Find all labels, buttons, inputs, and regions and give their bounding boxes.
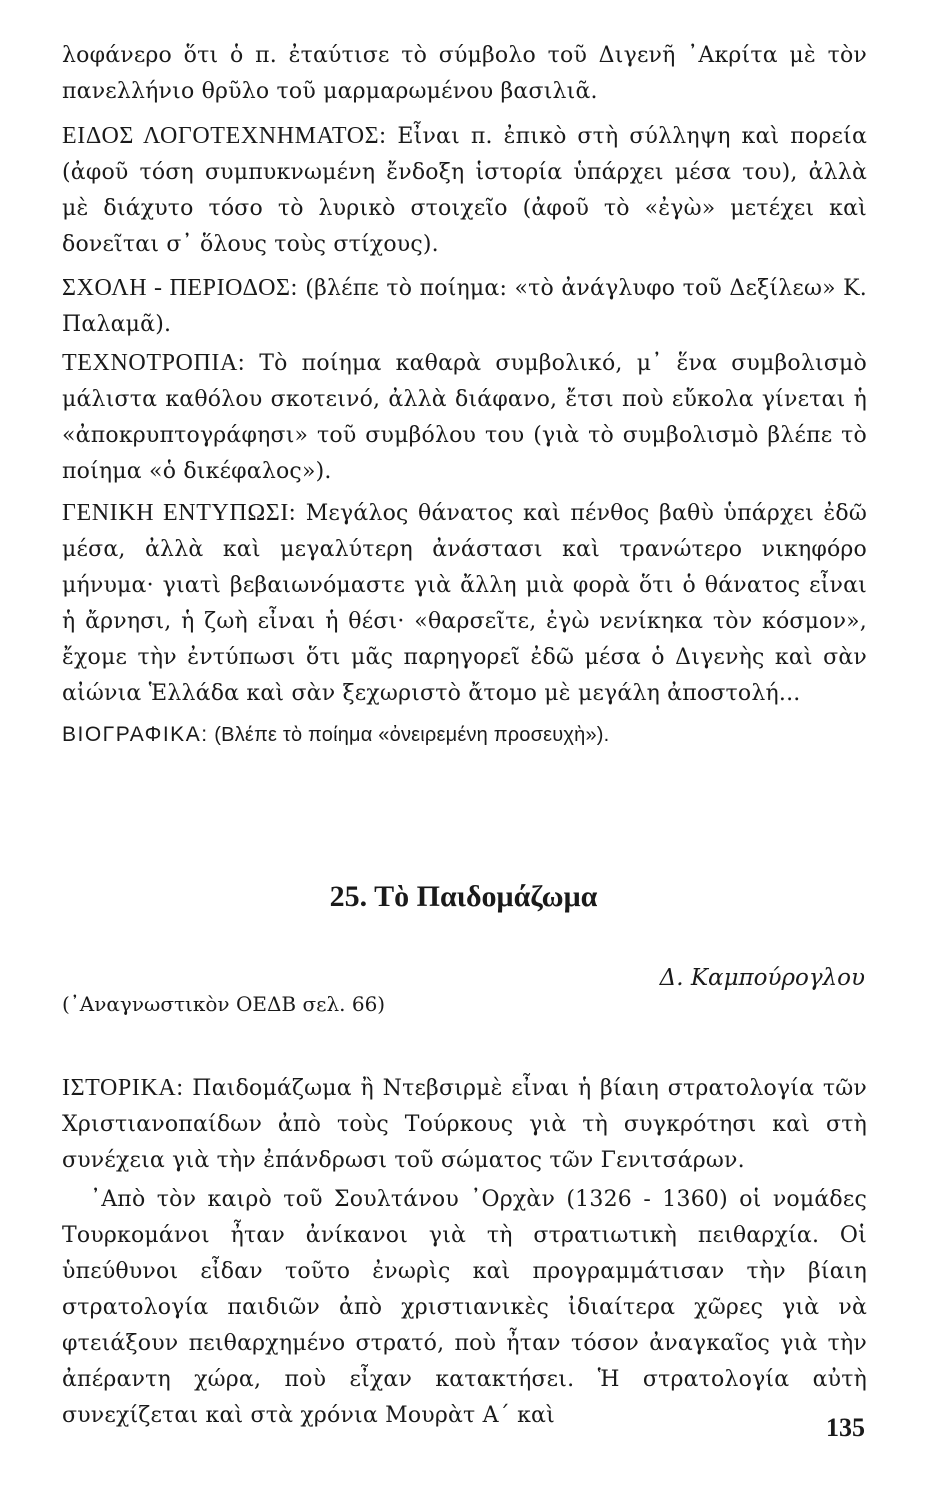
eidos-label: ΕΙΔΟΣ ΛΟΓΟΤΕΧΝΗΜΑΤΟΣ: bbox=[62, 123, 387, 149]
biografika-text: (Βλέπε τὸ ποίημα «ὀνειρεμένη προσευχὴ»). bbox=[208, 724, 610, 746]
geniki-text: Μεγάλος θάνατος καὶ πένθος βαθὺ ὑπάρχει ἐδῶ μέσα, ἀλλὰ καὶ μεγαλύτερη ἀνάστασι καὶ τρανώτερο νικηφόρο μήνυμα· γιατὶ βεβαιωνόμαστε γιὰ ἄλλη μιὰ φορὰ ὅτι ὁ θάνατος εἶναι ἡ ἄρνησι, ἡ ζωὴ εἶναι ἡ θέσι· «θαρσεῖτε, ἐγὼ νενίκηκα τὸν κόσμον», ἔχομε τὴν ἐντύπωσι ὅτι μᾶς παρηγορεῖ ἐδῶ μέσα ὁ Διγενὴς καὶ σὰν αἰώνια Ἑλλάδα καὶ σὰν ξεχωριστὸ ἄτομο μὲ μεγάλη ἀποστολή... bbox=[62, 501, 868, 706]
scholi-paragraph bbox=[62, 270, 867, 343]
istorika-text: Παιδομάζωμα ἢ Ντεβσιρμὲ εἶναι ἡ βίαιη στρατολογία τῶν Χριστιανοπαίδων ἀπὸ τοὺς Τούρκους γιὰ τὴ συγκρότησι καὶ στὴ συνέχεια γιὰ τὴν ἐπάνδρωσι τοῦ σώματος τῶν Γενιτσάρων. bbox=[62, 1076, 867, 1173]
technotropia-label: ΤΕΧΝΟΤΡΟΠΙΑ: bbox=[62, 350, 246, 376]
intro-paragraph bbox=[62, 38, 867, 110]
geniki-paragraph bbox=[62, 495, 867, 712]
istorika-paragraph-2 bbox=[62, 1182, 867, 1434]
technotropia-text: Τὸ ποίημα καθαρὰ συμβολικό, μ᾿ ἕνα συμβολισμὸ μάλιστα καθόλου σκοτεινό, ἀλλὰ διάφανο, ἔτσι ποὺ εὔκολα γίνεται ἡ «ἀποκρυπτογράφησι» τοῦ συμβόλου του (γιὰ τὸ συμβολισμὸ βλέπε τὸ ποίημα «ὁ δικέφαλος»). bbox=[62, 351, 867, 484]
istorika-paragraph bbox=[62, 1070, 867, 1179]
biografika-paragraph bbox=[62, 717, 867, 753]
intro-text: λοφάνερο ὅτι ὁ π. ἐταύτισε τὸ σύμβολο τοῦ Διγενῆ ᾿Ακρίτα μὲ τὸν πανελλήνιο θρῦλο τοῦ μαρμαρωμένου βασιλιᾶ. bbox=[62, 43, 867, 104]
scholi-text: (βλέπε τὸ ποίημα: «τὸ ἀνάγλυφο τοῦ Δεξίλεω» Κ. Παλαμᾶ). bbox=[62, 276, 867, 337]
scholi-label: ΣΧΟΛΗ - ΠΕΡΙΟΔΟΣ: bbox=[62, 275, 298, 301]
istorika-label: ΙΣΤΟΡΙΚΑ: bbox=[62, 1075, 184, 1101]
eidos-paragraph bbox=[62, 118, 867, 263]
section-author: Δ. Καμπούρογλου bbox=[659, 965, 865, 991]
biografika-label: ΒΙΟΓΡΑΦΙΚΑ: bbox=[62, 723, 209, 746]
section-title: 25. Τὸ Παιδομάζωμα bbox=[329, 880, 598, 913]
page-number: 135 bbox=[826, 1413, 865, 1442]
technotropia-paragraph bbox=[62, 345, 867, 490]
eidos-text: Εἶναι π. ἐπικὸ στὴ σύλληψη καὶ πορεία (ἀφοῦ τόση συμπυκνωμένη ἔνδοξη ἱστορία ὑπάρχει μέσα του), ἀλλὰ μὲ διάχυτο τόσο τὸ λυρικὸ στοιχεῖο (ἀφοῦ τὸ «ἐγὼ» μετέχει καὶ δονεῖται σ᾿ ὅλους τοὺς στίχους). bbox=[62, 124, 867, 257]
istorika-text-2: ᾿Απὸ τὸν καιρὸ τοῦ Σουλτάνου ᾿Ορχὰν (1326 - 1360) οἱ νομάδες Τουρκομάνοι ἦταν ἀνίκανοι γιὰ τὴ στρατιωτικὴ πειθαρχία. Οἱ ὑπεύθυνοι εἶδαν τοῦτο ἐνωρὶς καὶ προγραμμάτισαν τὴν βίαιη στρατολογία παιδιῶν ἀπὸ χριστιανικὲς ἰδιαίτερα χῶρες γιὰ νὰ φτειάξουν πειθαρχημένο στρατό, ποὺ ἦταν τόσον ἀναγκαῖος γιὰ τὴν ἀπέραντη χώρα, ποὺ εἶχαν κατακτήσει. Ἡ στρατολογία αὐτὴ συνεχίζεται καὶ στὰ χρόνια Μουρὰτ Α΄ καὶ bbox=[62, 1187, 867, 1428]
geniki-label: ΓΕΝΙΚΗ ΕΝΤΥΠΩΣΙ: bbox=[62, 500, 297, 526]
section-source: (᾿Αναγνωστικὸν ΟΕΔΒ σελ. 66) bbox=[62, 992, 386, 1016]
